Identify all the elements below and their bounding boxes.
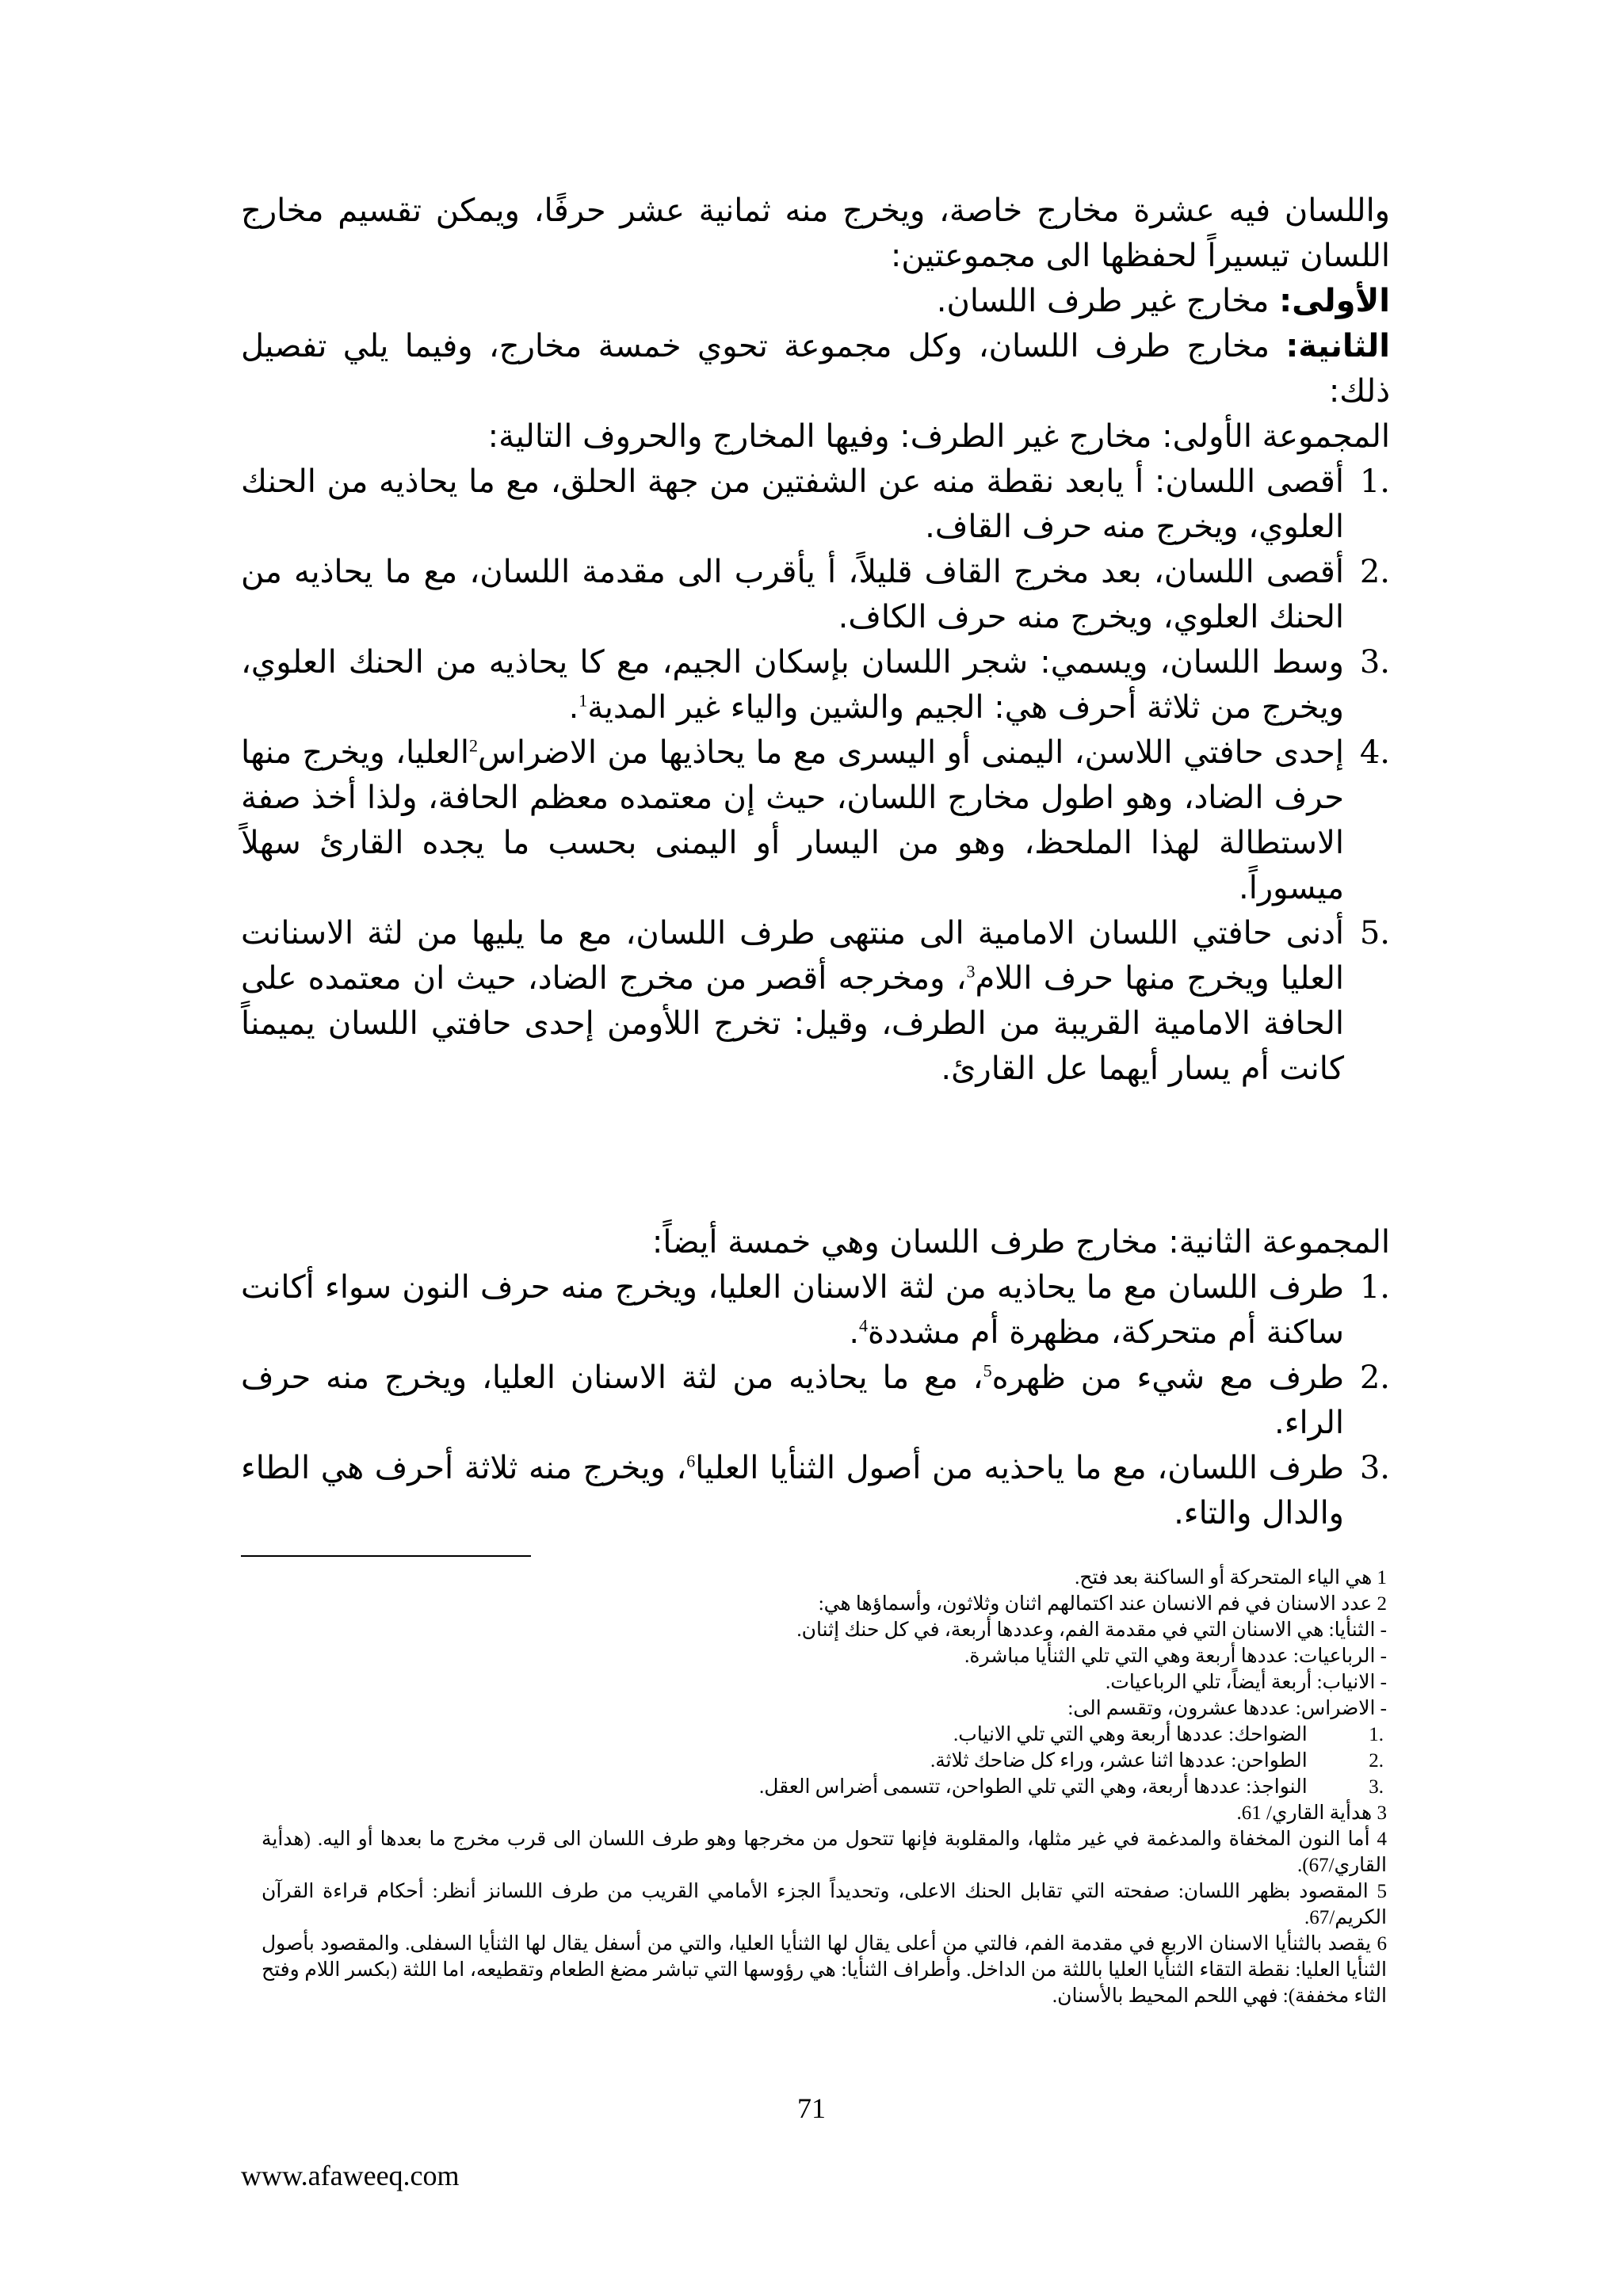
item-number: 2. [1359,1360,1390,1396]
group1-item [241,730,1390,911]
sub-number: 1. [1369,1724,1384,1745]
first-group-text: مخارج غير طرف اللسان. [936,283,1280,319]
website-link[interactable]: www.afaweeq.com [241,2160,460,2191]
item-number: 5. [1359,915,1390,952]
footnote-2-canines: - الانياب: أربعة أيضاً، تلي الرباعيات. [1106,1672,1387,1693]
item-text: إحدى حافتي اللاسن، اليمنى أو اليسرى مع ما يحاذيها من الاضراس [478,734,1345,771]
footnote-ref[interactable]: 3 [966,961,976,982]
item-number: 4. [1359,734,1390,771]
group2-item [241,1265,1390,1356]
item-number: 2. [1359,554,1390,590]
footnote-2-incisors: - الثنأيا: هي الاسنان التي في مقدمة الفم، وعددها أربعة، في كل حنك إثنان. [796,1619,1387,1641]
group1-heading: المجموعة الأولى: مخارج غير الطرف: وفيها المخارج والحروف التالية: [487,418,1390,455]
footnote-4: 4 أما النون المخفاة والمدغمة في غير مثلها، والمقلوبة فإنها تتحول من مخرجها وهو طرف اللسان الى قرب مخرج ما بعدها أو اليه. (هدأية القاري/67). [262,1829,1387,1876]
item-text: طرف اللسان مع ما يحاذيه من لثة الاسنان العليا، ويخرج منه حرف النون سواء أكانت ساكنة أم متحركة، مظهرة أم مشددة [241,1269,1344,1351]
item-text-end: ، مع ما يحاذيه من لثة الاسنان العليا، ويخرج منه حرف الراء. [241,1360,1344,1441]
footnote-separator [241,1555,531,1557]
footnote-3: 3 هدأية القاري/ 61. [1236,1802,1387,1824]
group1-item [241,460,1390,550]
footnotes [262,1565,1387,2009]
footnote-ref[interactable]: 5 [983,1360,992,1381]
sub-text: النواجذ: عددها أربعة، وهي التي تلي الطواحن، تتسمى أضراس العقل. [758,1776,1308,1798]
sub-number: 2. [1369,1750,1384,1772]
group1-item [241,550,1390,640]
footnote-6: 6 يقصد بالثنأيا الاسنان الاربع في مقدمة الفم، فالتي من أعلى يقال لها الثنأيا العليا، والتي من أسفل يقال لها الثنأيا السفلى. والمقصود بأصول الثنأيا العليا: نقطة التقاء الثنأيا العليا باللثة من الداخل. وأطراف الثنأيا: هي رؤوسها التي تباشر مضغ الطعام وتقطيعه، اما اللثة (بكسر اللام وفتح الثاء مخففة): فهي اللحم المحيط بالأسنان. [262,1933,1387,2007]
footnote-2-molars: - الاضراس: عددها عشرون، وتقسم الى: [1067,1698,1387,1719]
item-text: أدنى حافتي اللسان الامامية الى منتهى طرف اللسان، مع ما يليها من لثة الاسنانت العليا ويخرج منها حرف اللام [241,915,1345,997]
item-text-end: ، ومخرجه أقصر من مخرج الضاد، حيث ان معتمده على الحافة الامامية القريبة من الطرف، وقيل: تخرج اللأومن إحدى حافتي اللسان يميمناً كانت أم يسار أيهما عل القارئ. [241,960,1344,1087]
intro-paragraph: واللسان فيه عشرة مخارج خاصة، ويخرج منه ثمانية عشر حرفًا، ويمكن تقسيم مخارج اللسان تيسيراً لحفظها الى مجموعتين: [241,193,1390,274]
footnote-2-sub-3 [262,1774,1387,1800]
group2-section [241,1220,1390,1536]
footnote-2: 2 عدد الاسنان في فم الانسان عند اكتمالهم اثنان وثلاثون، وأسماؤها هي: [818,1593,1387,1615]
item-number: 1. [1359,1269,1390,1306]
footnote-ref[interactable]: 4 [859,1315,869,1336]
item-number: 3. [1359,1450,1390,1486]
sub-number: 3. [1369,1776,1384,1798]
item-text: طرف مع شيء من ظهره [991,1360,1344,1396]
item-text: طرف اللسان، مع ما ياحذيه من أصول الثنأيا العليا [695,1450,1345,1486]
item-text-end: ، ويخرج منه ثلاثة أحرف هي الطاء والدال والتاء. [241,1450,1344,1531]
item-text-end: . [568,689,579,726]
footnote-ref[interactable]: 6 [686,1451,696,1471]
item-number: 3. [1359,644,1390,681]
footnote-2-laterals: - الرباعيات: عددها أربعة وهي التي تلي الثنأيا مباشرة. [964,1646,1387,1667]
group2-item [241,1446,1390,1536]
item-number: 1. [1359,463,1390,500]
footnote-2-sub-1 [262,1722,1387,1748]
group1-list [241,460,1390,1092]
group2-list [241,1265,1390,1536]
footnote-ref[interactable]: 2 [469,735,479,756]
footnote-1: 1 هي الياء المتحركة أو الساكنة بعد فتح. [1075,1567,1387,1589]
first-group-label: الأولى: [1279,283,1390,319]
group2-item [241,1356,1390,1446]
sub-text: الضواحك: عددها أربعة وهي التي تلي الانياب. [953,1724,1308,1745]
second-group-text: مخارج طرف اللسان، وكل مجموعة تحوي خمسة مخارج، وفيما يلي تفصيل ذلك: [241,328,1390,410]
main-text [241,189,1390,1092]
first-group-line [241,279,1390,324]
second-group-line [241,324,1390,414]
group2-heading: المجموعة الثانية: مخارج طرف اللسان وهي خمسة أيضاً: [651,1224,1390,1261]
item-text-end: . [849,1314,860,1351]
footnote-2-sub-2 [262,1748,1387,1774]
group1-item [241,911,1390,1092]
group1-item [241,640,1390,730]
item-text-end: العليا، ويخرج منها حرف الضاد، وهو اطول مخارج اللسان، حيث إن معتمده معظم الحافة، ولذا أخذ صفة الاستطالة لهذا الملحظ، وهو من اليسار أو اليمنى بحسب ما يجده القارئ سهلاً ميسوراً. [241,734,1344,906]
page-number: 71 [797,2092,826,2124]
sub-text: الطواحن: عددها اثنا عشر، وراء كل ضاحك ثلاثة. [930,1750,1308,1772]
item-text: أقصى اللسان، بعد مخرج القاف قليلاً، أ يأقرب الى مقدمة اللسان، مع ما يحاذيه من الحنك العلوي، ويخرج منه حرف الكاف. [241,554,1344,635]
item-text: أقصى اللسان: أ يابعد نقطة منه عن الشفتين من جهة الحلق، مع ما يحاذيه من الحنك العلوي، ويخرج منه حرف القاف. [241,463,1344,545]
footnote-ref[interactable]: 1 [579,690,588,711]
second-group-label: الثانية: [1285,328,1390,364]
item-text: وسط اللسان، ويسمي: شجر اللسان بإسكان الجيم، مع كا يحاذيه من الحنك العلوي، ويخرج من ثلاثة أحرف هي: الجيم والشين والياء غير المدية [241,644,1344,726]
footnote-5: 5 المقصود بظهر اللسان: صفحته التي تقابل الحنك الاعلى، وتحديداً الجزء الأمامي القريب من طرف اللسانز أنظر: أحكام قراءة القرآن الكريم/67. [262,1881,1387,1928]
